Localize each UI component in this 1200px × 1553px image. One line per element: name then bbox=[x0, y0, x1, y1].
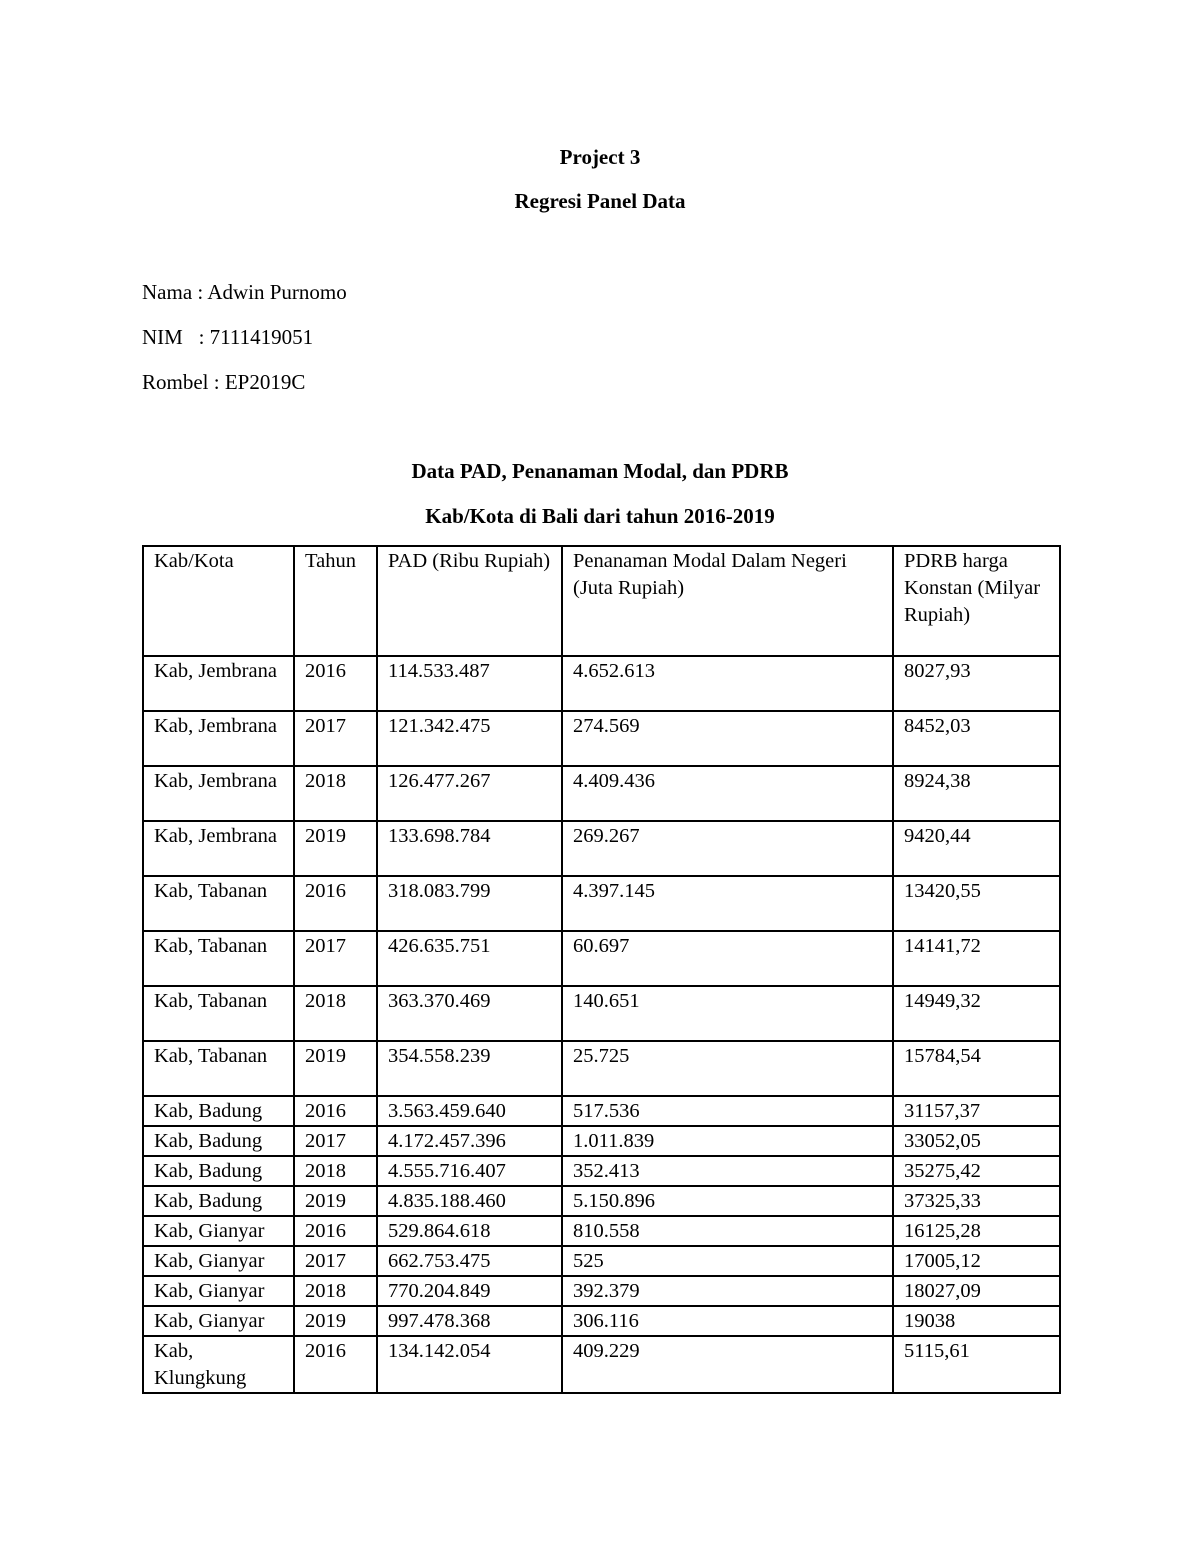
column-header: PDRB harga Konstan (Milyar Rupiah) bbox=[893, 546, 1060, 656]
cell-pdrb: 35275,42 bbox=[893, 1156, 1060, 1186]
cell-pdrb: 8027,93 bbox=[893, 656, 1060, 711]
cell-pdrb: 5115,61 bbox=[893, 1336, 1060, 1393]
data-table bbox=[142, 545, 1061, 1394]
cell-penanaman-modal: 352.413 bbox=[562, 1156, 893, 1186]
table-row bbox=[143, 766, 1060, 821]
cell-penanaman-modal: 4.652.613 bbox=[562, 656, 893, 711]
student-nim: NIM : 7111419051 bbox=[142, 325, 314, 349]
cell-tahun: 2019 bbox=[294, 1306, 377, 1336]
cell-pdrb: 8452,03 bbox=[893, 711, 1060, 766]
cell-kab-kota: Kab, Badung bbox=[143, 1096, 294, 1126]
cell-pad: 426.635.751 bbox=[377, 931, 562, 986]
cell-tahun: 2019 bbox=[294, 1186, 377, 1216]
cell-pad: 4.835.188.460 bbox=[377, 1186, 562, 1216]
cell-kab-kota: Kab, Gianyar bbox=[143, 1216, 294, 1246]
cell-tahun: 2017 bbox=[294, 931, 377, 986]
cell-pdrb: 31157,37 bbox=[893, 1096, 1060, 1126]
cell-kab-kota: Kab, Tabanan bbox=[143, 986, 294, 1041]
document-title: Project 3 bbox=[559, 145, 641, 169]
cell-pdrb: 17005,12 bbox=[893, 1246, 1060, 1276]
cell-penanaman-modal: 140.651 bbox=[562, 986, 893, 1041]
cell-pad: 4.172.457.396 bbox=[377, 1126, 562, 1156]
cell-pdrb: 15784,54 bbox=[893, 1041, 1060, 1096]
cell-kab-kota: Kab, Jembrana bbox=[143, 711, 294, 766]
column-header: Penanaman Modal Dalam Negeri (Juta Rupiah) bbox=[562, 546, 893, 656]
cell-kab-kota: Kab, Jembrana bbox=[143, 821, 294, 876]
column-header: Tahun bbox=[294, 546, 377, 656]
cell-penanaman-modal: 274.569 bbox=[562, 711, 893, 766]
table-row bbox=[143, 656, 1060, 711]
cell-pad: 114.533.487 bbox=[377, 656, 562, 711]
cell-tahun: 2017 bbox=[294, 1246, 377, 1276]
cell-kab-kota: Kab, Gianyar bbox=[143, 1276, 294, 1306]
cell-tahun: 2018 bbox=[294, 986, 377, 1041]
cell-pdrb: 8924,38 bbox=[893, 766, 1060, 821]
cell-penanaman-modal: 810.558 bbox=[562, 1216, 893, 1246]
cell-penanaman-modal: 525 bbox=[562, 1246, 893, 1276]
cell-penanaman-modal: 517.536 bbox=[562, 1096, 893, 1126]
cell-penanaman-modal: 5.150.896 bbox=[562, 1186, 893, 1216]
table-row bbox=[143, 986, 1060, 1041]
cell-pad: 121.342.475 bbox=[377, 711, 562, 766]
cell-pad: 770.204.849 bbox=[377, 1276, 562, 1306]
student-name: Nama : Adwin Purnomo bbox=[142, 280, 347, 304]
table-row bbox=[143, 1096, 1060, 1126]
cell-pad: 354.558.239 bbox=[377, 1041, 562, 1096]
cell-penanaman-modal: 392.379 bbox=[562, 1276, 893, 1306]
table-row bbox=[143, 931, 1060, 986]
cell-pad: 318.083.799 bbox=[377, 876, 562, 931]
cell-tahun: 2016 bbox=[294, 876, 377, 931]
table-row bbox=[143, 1336, 1060, 1393]
cell-kab-kota: Kab, Jembrana bbox=[143, 766, 294, 821]
document-subtitle: Regresi Panel Data bbox=[514, 189, 686, 213]
cell-pdrb: 18027,09 bbox=[893, 1276, 1060, 1306]
table-header-row bbox=[143, 546, 1060, 656]
cell-kab-kota: Kab, Badung bbox=[143, 1186, 294, 1216]
cell-kab-kota: Kab, Badung bbox=[143, 1156, 294, 1186]
cell-pdrb: 14949,32 bbox=[893, 986, 1060, 1041]
cell-pdrb: 33052,05 bbox=[893, 1126, 1060, 1156]
table-row bbox=[143, 1186, 1060, 1216]
cell-tahun: 2016 bbox=[294, 1096, 377, 1126]
cell-pdrb: 13420,55 bbox=[893, 876, 1060, 931]
cell-kab-kota: Kab, Badung bbox=[143, 1126, 294, 1156]
cell-pad: 134.142.054 bbox=[377, 1336, 562, 1393]
cell-tahun: 2017 bbox=[294, 1126, 377, 1156]
cell-tahun: 2016 bbox=[294, 1336, 377, 1393]
cell-kab-kota: Kab, Jembrana bbox=[143, 656, 294, 711]
cell-penanaman-modal: 409.229 bbox=[562, 1336, 893, 1393]
table-row bbox=[143, 1216, 1060, 1246]
cell-penanaman-modal: 1.011.839 bbox=[562, 1126, 893, 1156]
cell-pad: 3.563.459.640 bbox=[377, 1096, 562, 1126]
table-row bbox=[143, 1246, 1060, 1276]
cell-pdrb: 9420,44 bbox=[893, 821, 1060, 876]
cell-kab-kota: Kab, Gianyar bbox=[143, 1306, 294, 1336]
table-title: Data PAD, Penanaman Modal, dan PDRB bbox=[411, 459, 789, 483]
cell-pad: 4.555.716.407 bbox=[377, 1156, 562, 1186]
cell-tahun: 2019 bbox=[294, 1041, 377, 1096]
table-row bbox=[143, 1126, 1060, 1156]
cell-pad: 997.478.368 bbox=[377, 1306, 562, 1336]
cell-pdrb: 19038 bbox=[893, 1306, 1060, 1336]
cell-tahun: 2019 bbox=[294, 821, 377, 876]
cell-pdrb: 16125,28 bbox=[893, 1216, 1060, 1246]
cell-tahun: 2018 bbox=[294, 766, 377, 821]
cell-tahun: 2018 bbox=[294, 1276, 377, 1306]
cell-pad: 126.477.267 bbox=[377, 766, 562, 821]
cell-kab-kota: Kab, Tabanan bbox=[143, 931, 294, 986]
cell-penanaman-modal: 269.267 bbox=[562, 821, 893, 876]
cell-pad: 133.698.784 bbox=[377, 821, 562, 876]
table-row bbox=[143, 1276, 1060, 1306]
cell-penanaman-modal: 25.725 bbox=[562, 1041, 893, 1096]
cell-pad: 363.370.469 bbox=[377, 986, 562, 1041]
cell-tahun: 2018 bbox=[294, 1156, 377, 1186]
cell-penanaman-modal: 4.397.145 bbox=[562, 876, 893, 931]
cell-kab-kota: Kab, Gianyar bbox=[143, 1246, 294, 1276]
cell-tahun: 2016 bbox=[294, 656, 377, 711]
cell-penanaman-modal: 306.116 bbox=[562, 1306, 893, 1336]
student-rombel: Rombel : EP2019C bbox=[142, 370, 306, 394]
table-row bbox=[143, 1156, 1060, 1186]
cell-tahun: 2017 bbox=[294, 711, 377, 766]
column-header: PAD (Ribu Rupiah) bbox=[377, 546, 562, 656]
table-row bbox=[143, 876, 1060, 931]
column-header: Kab/Kota bbox=[143, 546, 294, 656]
cell-penanaman-modal: 60.697 bbox=[562, 931, 893, 986]
cell-penanaman-modal: 4.409.436 bbox=[562, 766, 893, 821]
table-row bbox=[143, 821, 1060, 876]
table-row bbox=[143, 1041, 1060, 1096]
cell-kab-kota: Kab, Tabanan bbox=[143, 1041, 294, 1096]
cell-tahun: 2016 bbox=[294, 1216, 377, 1246]
cell-pdrb: 14141,72 bbox=[893, 931, 1060, 986]
cell-pad: 529.864.618 bbox=[377, 1216, 562, 1246]
cell-pad: 662.753.475 bbox=[377, 1246, 562, 1276]
table-subtitle: Kab/Kota di Bali dari tahun 2016-2019 bbox=[425, 504, 775, 528]
cell-kab-kota: Kab, Klungkung bbox=[143, 1336, 294, 1393]
cell-kab-kota: Kab, Tabanan bbox=[143, 876, 294, 931]
table-row bbox=[143, 711, 1060, 766]
table-row bbox=[143, 1306, 1060, 1336]
cell-pdrb: 37325,33 bbox=[893, 1186, 1060, 1216]
